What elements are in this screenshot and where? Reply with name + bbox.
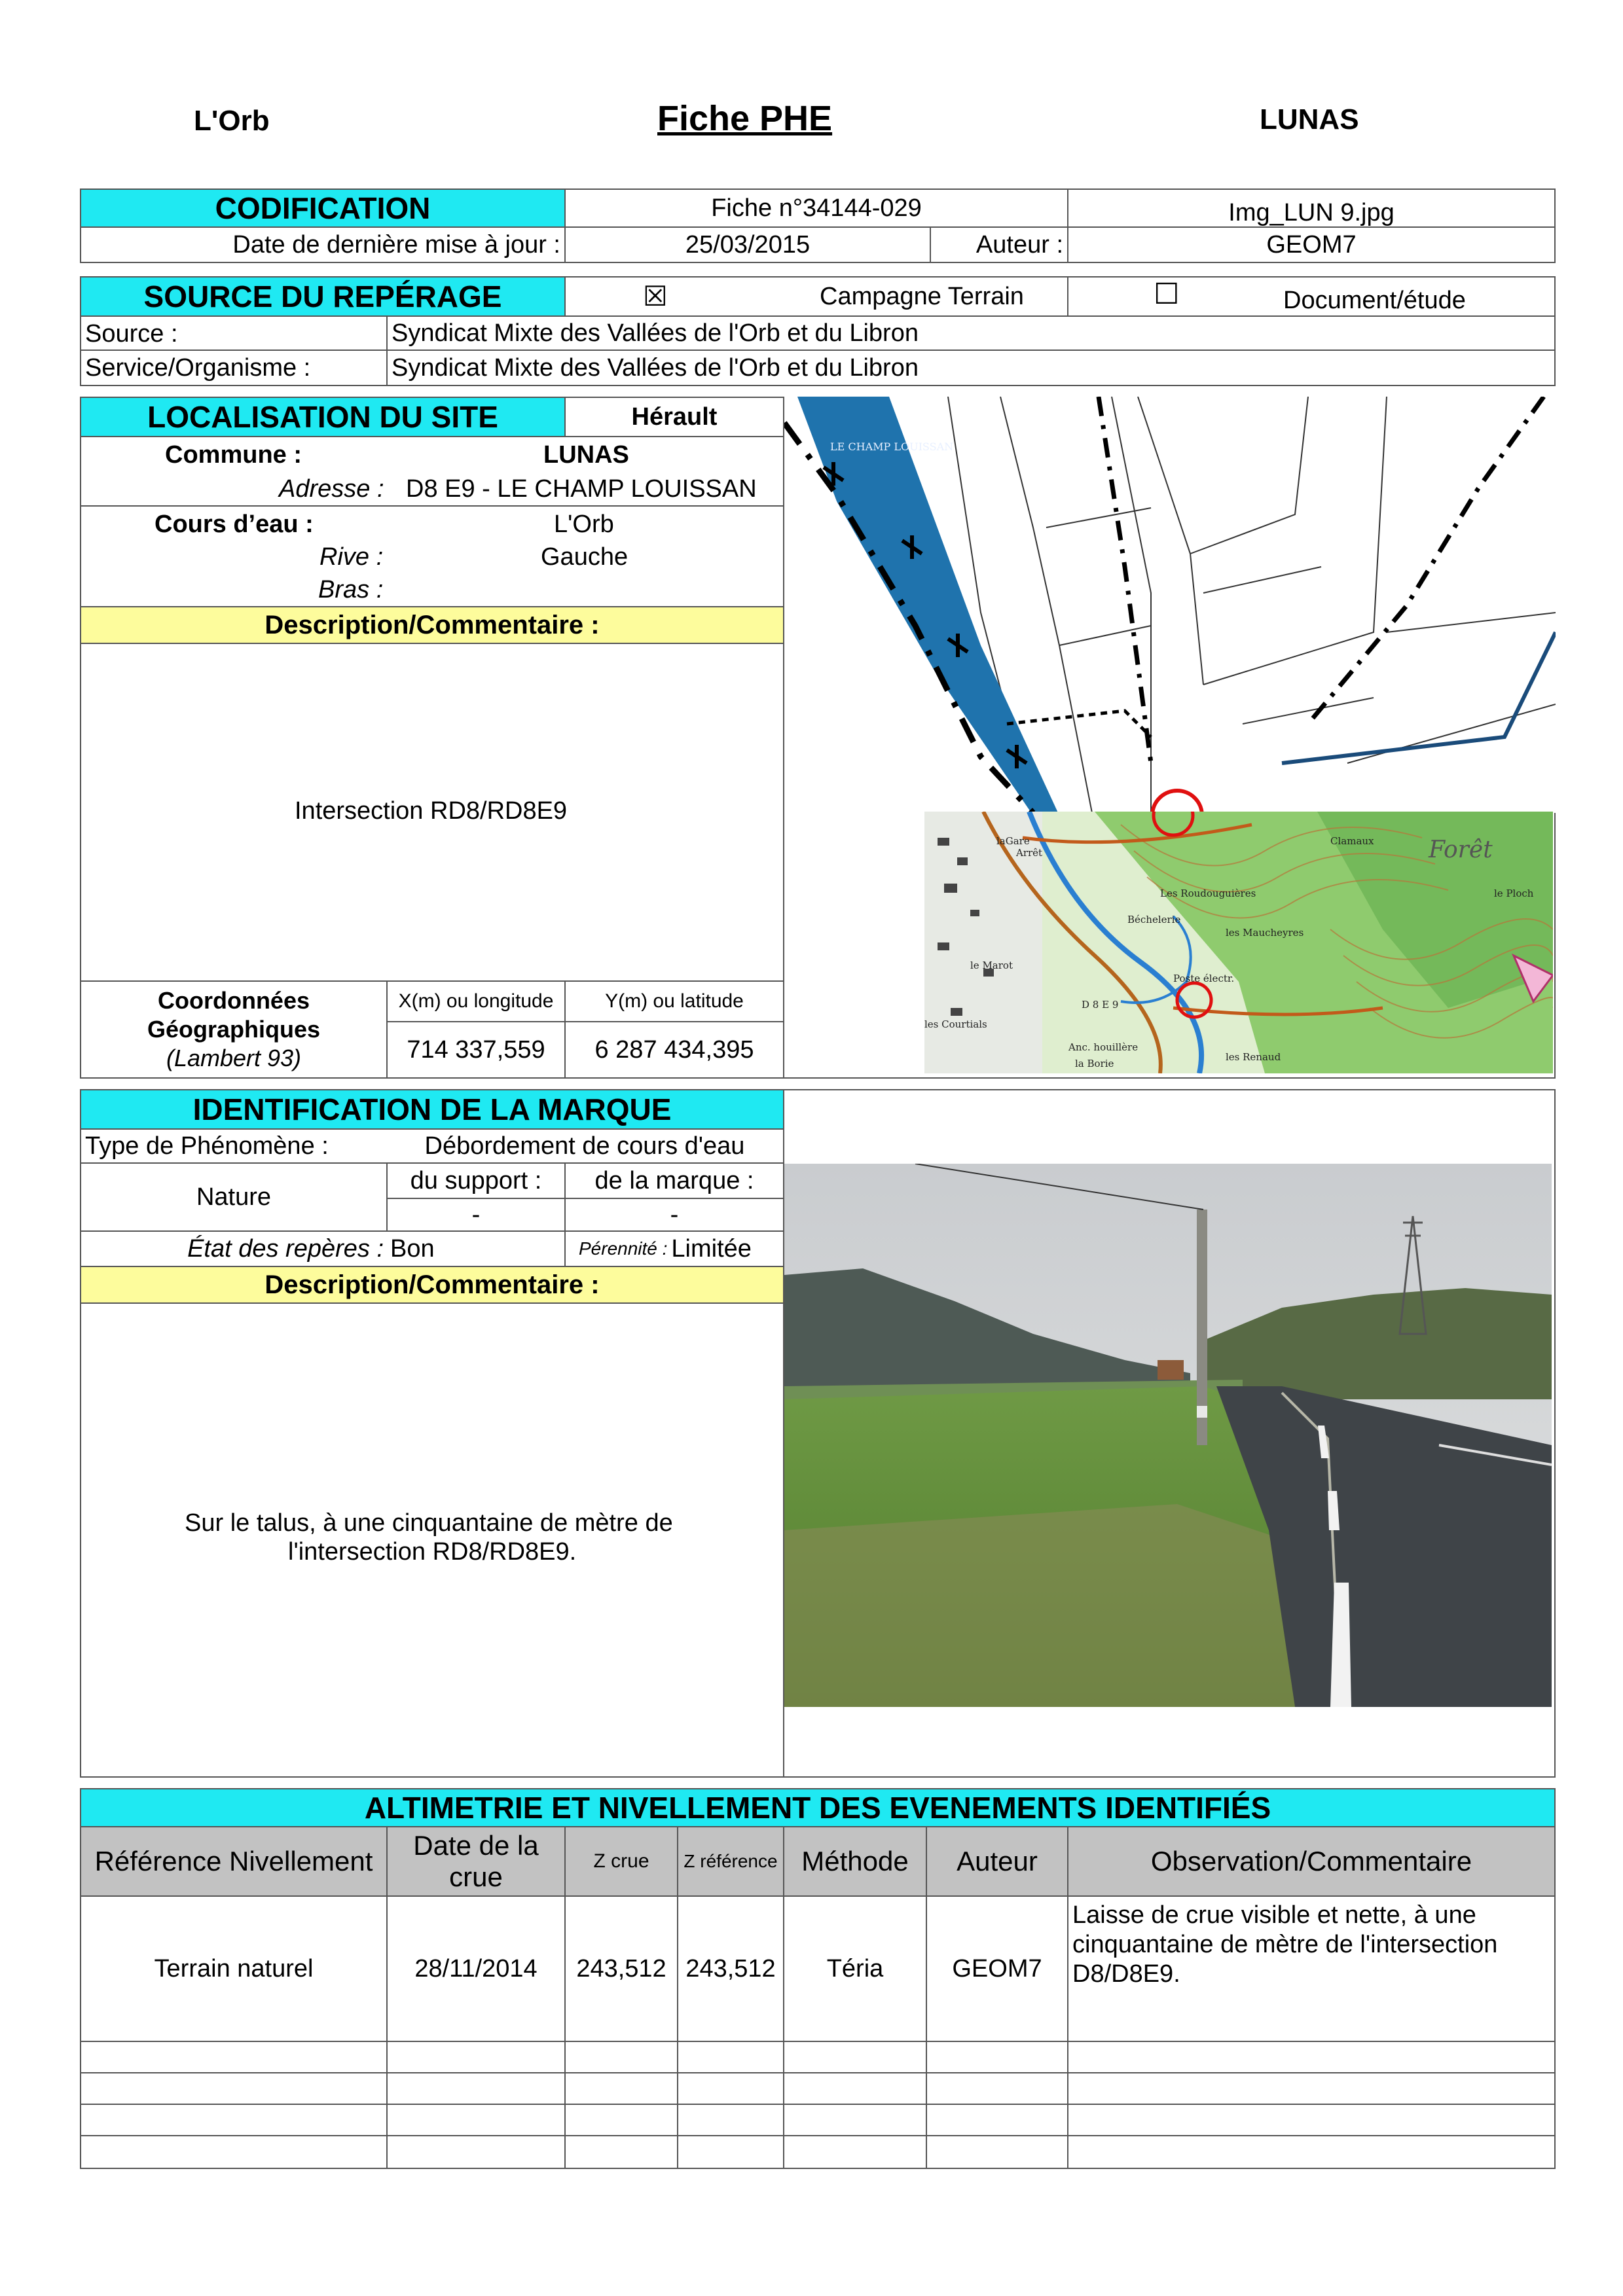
topo-label: Clamaux [1330,835,1374,847]
identification-heading: IDENTIFICATION DE LA MARQUE [80,1089,784,1130]
table-cell: Téria [783,1895,927,2042]
table-cell [386,2041,566,2073]
cours-label: Cours d’eau : [155,511,314,538]
site-photo [784,1164,1552,1707]
col-header-observation: Observation/Commentaire [1067,1826,1556,1897]
table-cell [926,2041,1068,2073]
table-cell [783,2072,927,2105]
col-header-z-crue: Z crue [564,1826,678,1897]
table-cell [80,2041,388,2073]
topo-label: laGare [996,835,1030,847]
table-cell [1067,2135,1556,2169]
table-cell [677,2072,784,2105]
altimetrie-heading: ALTIMETRIE ET NIVELLEMENT DES EVENEMENTS IDENTIFIÉS [80,1788,1556,1827]
service-value: Syndicat Mixte des Vallées de l'Orb et du Libron [386,350,1556,386]
table-cell [564,2041,678,2073]
coord-label-line1: Coordonnées [157,987,310,1014]
marque-value: - [564,1198,784,1232]
etat-label: État des repères : [80,1230,388,1267]
campagne-terrain-option [564,276,1068,317]
table-cell: Terrain naturel [80,1895,388,2042]
source-heading: SOURCE DU REPÉRAGE [80,276,566,317]
department: Hérault [564,397,784,437]
nature-label: Nature [80,1162,388,1232]
loc-desc-text: Intersection RD8/RD8E9 [295,797,568,825]
topo-label: les Renaud [1226,1051,1281,1063]
topo-label: le Marot [970,960,1013,971]
document-etude-label: Document/étude [1283,287,1466,314]
table-cell [1067,2072,1556,2105]
table-cell [677,2041,784,2073]
table-cell [783,2135,927,2169]
coord-label-line3: (Lambert 93) [166,1045,302,1071]
rive-value: Gauche [541,543,629,571]
perennite-label: Pérennité : [579,1238,668,1259]
etat-value: Bon [386,1230,566,1267]
table-cell-observation: Laisse de crue visible et nette, à une cinquantaine de mètre de l'intersection D8/D8E9. [1067,1895,1556,2042]
table-cell [783,2104,927,2136]
y-label: Y(m) ou latitude [564,980,784,1022]
table-cell [386,2104,566,2136]
table-cell: 28/11/2014 [386,1895,566,2042]
commune-value: LUNAS [543,441,629,469]
cadastre-map [784,397,1556,813]
y-value: 6 287 434,395 [564,1021,784,1079]
table-cell [1067,2041,1556,2073]
x-value: 714 337,559 [386,1021,566,1079]
date-label: Date de dernière mise à jour : [80,226,566,263]
bras-label: Bras : [318,576,384,603]
image-filename: Img_LUN 9.jpg [1067,188,1556,228]
source-label: Source : [80,315,388,351]
x-label: X(m) ou longitude [386,980,566,1022]
cadastre-label: LE CHAMP LOUISSAN [830,440,954,453]
table-cell [783,2041,927,2073]
table-cell [80,2135,388,2169]
mark-desc-line1: Sur le talus, à une cinquantaine de mètre de [185,1509,673,1537]
checkbox-unchecked[interactable]: ☐ [1154,278,1180,310]
commune-name: LUNAS [1260,103,1359,135]
commune-label: Commune : [165,441,302,469]
localisation-heading: LOCALISATION DU SITE [80,397,566,437]
col-header-methode: Méthode [783,1826,927,1897]
table-cell [564,2072,678,2105]
type-value: Débordement de cours d'eau [386,1128,784,1164]
support-label: du support : [386,1162,566,1199]
perennite-cell [564,1230,784,1267]
rive-label: Rive : [319,543,384,571]
table-cell [386,2135,566,2169]
table-cell [564,2104,678,2136]
author-value: GEOM7 [1067,226,1556,263]
update-date: 25/03/2015 [564,226,931,263]
type-label: Type de Phénomène : [80,1128,388,1164]
table-cell [677,2135,784,2169]
mark-desc-line2: l'intersection RD8/RD8E9. [288,1538,577,1566]
table-cell [926,2072,1068,2105]
coord-label-line2: Géographiques [147,1016,321,1043]
topo-label: le Ploch [1494,888,1534,899]
fiche-number: Fiche n°34144-029 [564,188,1068,228]
campagne-terrain-label: Campagne Terrain [820,283,1024,310]
loc-desc-heading: Description/Commentaire : [80,606,784,644]
coord-label [80,980,388,1079]
table-cell [1067,2104,1556,2136]
topo-label: Anc. houillère [1068,1041,1139,1053]
perennite-value: Limitée [671,1234,752,1263]
table-cell: 243,512 [677,1895,784,2042]
topo-label: la Borie [1075,1058,1114,1069]
adresse-value: D8 E9 - LE CHAMP LOUISSAN [406,475,757,503]
col-header-reference: Référence Nivellement [80,1826,388,1897]
marque-label: de la marque : [564,1162,784,1199]
topographic-map [924,812,1553,1073]
adresse-label: Adresse : [279,475,384,503]
topo-label: D 8 E 9 [1082,999,1119,1011]
author-label: Auteur : [930,226,1068,263]
codification-heading: CODIFICATION [80,188,566,228]
table-cell: GEOM7 [926,1895,1068,2042]
table-cell [80,2104,388,2136]
checkbox-checked[interactable]: ☒ [643,281,668,312]
river-name: L'Orb [194,105,270,137]
document-etude-option [1067,276,1556,317]
service-label: Service/Organisme : [80,350,388,386]
table-cell: 243,512 [564,1895,678,2042]
topo-label: Arrêt [1016,847,1043,859]
table-cell [677,2104,784,2136]
col-header-z-reference: Z référence [677,1826,784,1897]
table-cell [564,2135,678,2169]
table-cell [80,2072,388,2105]
col-header-auteur: Auteur [926,1826,1068,1897]
source-value: Syndicat Mixte des Vallées de l'Orb et du Libron [386,315,1556,351]
mark-desc-heading: Description/Commentaire : [80,1266,784,1304]
cours-value: L'Orb [554,511,614,538]
support-value: - [386,1198,566,1232]
topo-label: Poste électr. [1173,973,1235,984]
topo-label: Forêt [1429,836,1493,863]
table-cell [926,2104,1068,2136]
table-cell [386,2072,566,2105]
page-title: Fiche PHE [657,99,833,138]
table-cell [926,2135,1068,2169]
topo-label: Les Roudouguières [1160,888,1256,899]
topo-label: Béchelerie [1127,914,1181,925]
topo-label: les Courtials [924,1018,987,1030]
topo-label: les Maucheyres [1226,927,1304,939]
col-header-date: Date de la crue [386,1826,566,1897]
